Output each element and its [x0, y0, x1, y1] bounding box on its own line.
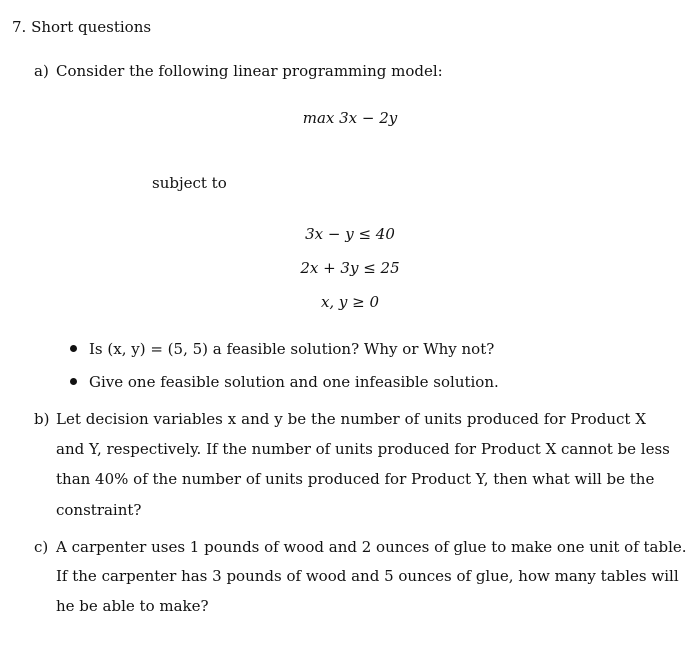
bullet-item	[70, 373, 499, 391]
part-b-line: than 40% of the number of units produced for Product Y, then what will be the	[56, 470, 655, 488]
constraint-1: 3x − y ≤ 40	[305, 225, 395, 243]
subject-to-label: subject to	[152, 174, 227, 192]
constraint-3: x, y ≥ 0	[320, 293, 380, 311]
part-b-line: and Y, respectively. If the number of units produced for Product X cannot be less	[56, 440, 670, 458]
bullet-text: Is (x, y) = (5, 5) a feasible solution? Why or Why not?	[89, 340, 495, 358]
bullet-item	[70, 340, 494, 358]
bullet-icon	[70, 378, 77, 385]
part-c-line: If the carpenter has 3 pounds of wood and 5 ounces of glue, how many tables will	[56, 567, 679, 585]
part-b-label: b)	[34, 410, 50, 428]
objective-function: max 3x − 2y	[302, 109, 398, 127]
constraint-2: 2x + 3y ≤ 25	[300, 259, 400, 277]
bullet-text: Give one feasible solution and one infeasible solution.	[89, 373, 499, 391]
question-title: 7. Short questions	[12, 18, 152, 36]
bullet-icon	[70, 345, 77, 352]
part-b-line: Let decision variables x and y be the number of units produced for Product X	[56, 410, 646, 428]
part-a-label: a)	[34, 62, 49, 80]
part-c-line: he be able to make?	[56, 597, 209, 615]
part-c-line: A carpenter uses 1 pounds of wood and 2 ounces of glue to make one unit of table.	[56, 538, 687, 556]
part-a-intro: Consider the following linear programming model:	[56, 62, 443, 80]
part-b-line: constraint?	[56, 501, 142, 519]
part-c-label: c)	[34, 538, 49, 556]
